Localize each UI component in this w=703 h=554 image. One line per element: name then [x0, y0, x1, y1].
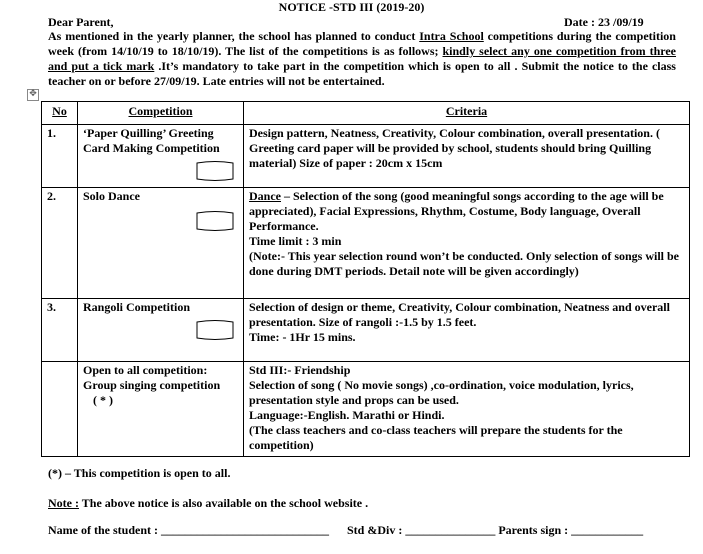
notice-title: NOTICE -STD III (2019-20)	[278, 0, 425, 14]
tick-box-icon[interactable]	[195, 210, 235, 232]
header-criteria: Criteria	[244, 102, 690, 125]
competition-label: ‘Paper Quilling’ Greeting Card Making Competition	[83, 126, 220, 155]
criteria-text: Std III:- Friendship	[249, 363, 351, 377]
intro-highlight-intra-school: Intra School	[419, 29, 484, 43]
note-text: The above notice is also available on the school website .	[78, 496, 369, 510]
parents-sign-field[interactable]: Parents sign : ____________	[498, 523, 644, 537]
header-competition: Competition	[78, 102, 244, 125]
criteria-cell	[244, 299, 690, 362]
criteria-text: (Note:- This year selection round won’t be conducted. Only selection of songs will be done during DMT periods. Detail note will be given accordingly)	[249, 249, 680, 278]
student-name-field[interactable]: Name of the student : ____________________________	[48, 523, 329, 537]
open-to-all-mark: ( * )	[93, 393, 113, 407]
intro-text: As mentioned in the yearly planner, the school has planned to conduct	[48, 29, 420, 43]
intro-text: .It’s mandatory to take part in the competition which is open to all . Submit the notice to the class teacher on or before 27/09/19. Late entries will not be entertained.	[48, 59, 676, 88]
table-row	[42, 362, 690, 457]
competition-name	[78, 299, 244, 362]
std-div-field[interactable]: Std &Div : _______________	[347, 523, 496, 537]
salutation: Dear Parent,	[48, 15, 114, 29]
criteria-cell	[244, 188, 690, 299]
intro-highlight-instruction: kindly select any one competition from three and put a tick mark	[48, 44, 677, 73]
table-row	[42, 125, 690, 188]
note-label: Note :	[48, 496, 79, 510]
criteria-text: Selection of design or theme, Creativity, Colour combination, Neatness and overall presentation. Size of rangoli :-1.5 by 1.5 feet.	[249, 300, 670, 329]
tick-box-icon[interactable]	[195, 319, 235, 341]
criteria-text: Selection of song ( No movie songs) ,co-ordination, voice modulation, lyrics, presentation style and props can be used.	[249, 378, 634, 407]
criteria-text: Design pattern, Neatness, Creativity, Colour combination, overall presentation. ( Greeting card paper will be provided by school, students should bring Quilling material) Size of paper : 20cm x 15cm	[249, 126, 660, 170]
website-note	[48, 496, 368, 511]
competition-table	[41, 101, 690, 457]
notice-date	[564, 15, 644, 30]
criteria-cell	[244, 125, 690, 188]
tick-box-icon[interactable]	[195, 160, 235, 182]
criteria-cell	[244, 362, 690, 457]
competition-label: Solo Dance	[83, 189, 140, 203]
table-row	[42, 299, 690, 362]
competition-name	[78, 188, 244, 299]
intro-paragraph	[48, 29, 676, 89]
competition-name	[78, 362, 244, 457]
row-number: 1.	[42, 125, 78, 188]
table-row	[42, 188, 690, 299]
criteria-text: – Selection of the song (good meaningful songs according to the age will be appreciated), Facial Expressions, Rhythm, Costume, Body language, Overall Performance.	[249, 189, 664, 233]
table-move-handle-icon[interactable]: ✥	[27, 89, 39, 101]
date-label: Date :	[564, 15, 595, 29]
criteria-lead: Dance	[249, 189, 281, 203]
criteria-text: Time limit : 3 min	[249, 234, 342, 248]
signature-line	[48, 523, 643, 538]
criteria-text: Time: - 1Hr 15 mins.	[249, 330, 356, 344]
competition-name	[78, 125, 244, 188]
competition-label: Rangoli Competition	[83, 300, 191, 314]
header-no: No	[42, 102, 78, 125]
row-number	[42, 362, 78, 457]
competition-label: Open to all competition: Group singing competition	[83, 363, 221, 392]
asterisk-note: (*) – This competition is open to all.	[48, 466, 231, 480]
row-number: 2.	[42, 188, 78, 299]
criteria-text: Language:-English. Marathi or Hindi.	[249, 408, 445, 422]
criteria-text: (The class teachers and co-class teachers will prepare the students for the competition)	[249, 423, 623, 452]
row-number: 3.	[42, 299, 78, 362]
table-header-row	[42, 102, 690, 125]
intro-text: competitions during the competition week (from 14/10/19 to 18/10/19). The list of the competitions is as follows;	[48, 29, 676, 58]
date-value: 23 /09/19	[597, 15, 644, 29]
